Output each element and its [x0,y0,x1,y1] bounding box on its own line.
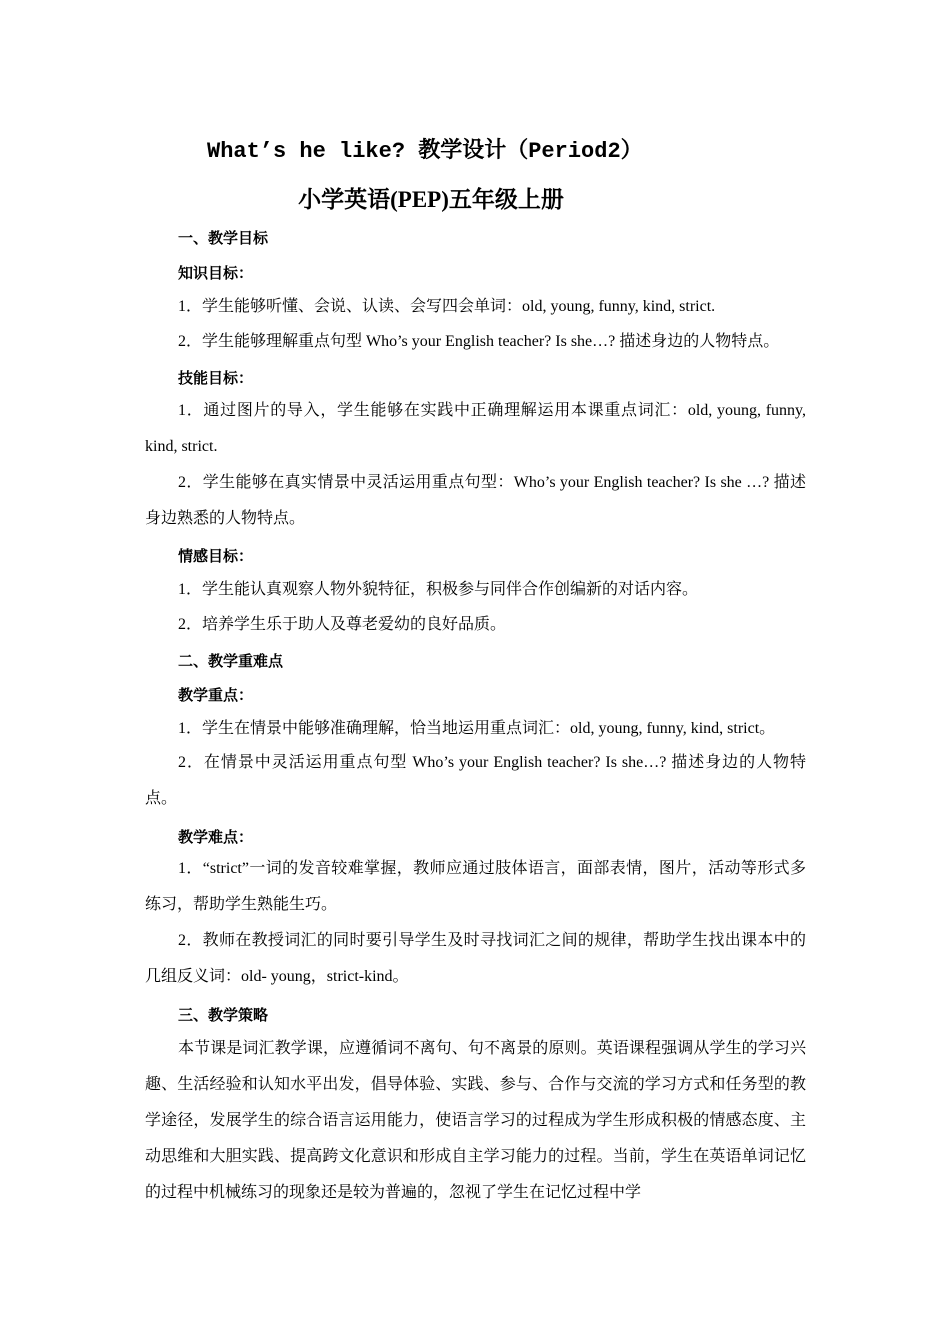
document-title: What’s he like? 教学设计（Period2） [207,139,643,164]
knowledge-item-1: 1．学生能够听懂、会说、认读、会写四会单词：old, young, funny, kind, strict. [178,298,716,315]
knowledge-item-2: 2．学生能够理解重点句型 Who’s your English teacher? Is she…? 描述身边的人物特点。 [178,333,780,350]
skill-item-2: 2．学生能够在真实情景中灵活运用重点句型：Who’s your English teacher? Is she …? 描述身边熟悉的人物特点。 [145,474,806,527]
section-heading-objectives: 一、教学目标 [178,229,269,247]
key-item-2: 2．在情景中灵活运用重点句型 Who’s your English teacher? Is she…? 描述身边的人物特点。 [145,754,806,807]
subheading-difficulty: 教学难点： [178,828,254,846]
difficulty-item-1: 1．“strict”一词的发音较难掌握，教师应通过肢体语言，面部表情，图片，活动等形式多练习，帮助学生熟能生巧。 [145,860,806,913]
subheading-skill: 技能目标： [178,369,254,387]
skill-item-1: 1．通过图片的导入，学生能够在实践中正确理解运用本课重点词汇：old, young, funny, kind, strict. [145,402,806,455]
emotion-item-2: 2．培养学生乐于助人及尊老爱幼的良好品质。 [178,616,507,633]
strategy-paragraph: 本节课是词汇教学课，应遵循词不离句、句不离景的原则。英语课程强调从学生的学习兴趣、生活经验和认知水平出发，倡导体验、实践、参与、合作与交流的学习方式和任务型的教学途径，发展学生的综合语言运用能力，使语言学习的过程成为学生形成积极的情感态度、主动思维和大胆实践、提高跨文化意识和形成自主学习能力的过程。当前，学生在英语单词记忆的过程中机械练习的现象还是较为普遍的，忽视了学生在记忆过程中学 [145,1040,806,1201]
subheading-knowledge: 知识目标： [178,264,254,282]
key-item-1: 1．学生在情景中能够准确理解，恰当地运用重点词汇：old, young, funny, kind, strict。 [178,720,776,737]
section-heading-key-difficult: 二、教学重难点 [178,652,284,670]
emotion-item-1: 1．学生能认真观察人物外貌特征，积极参与同伴合作创编新的对话内容。 [178,581,699,598]
subheading-emotion: 情感目标： [178,547,254,565]
subheading-key: 教学重点： [178,686,254,704]
document-subtitle: 小学英语(PEP)五年级上册 [298,187,564,212]
difficulty-item-2: 2．教师在教授词汇的同时要引导学生及时寻找词汇之间的规律，帮助学生找出课本中的几组反义词：old- young，strict-kind。 [145,932,806,985]
section-heading-strategy: 三、教学策略 [178,1006,269,1024]
